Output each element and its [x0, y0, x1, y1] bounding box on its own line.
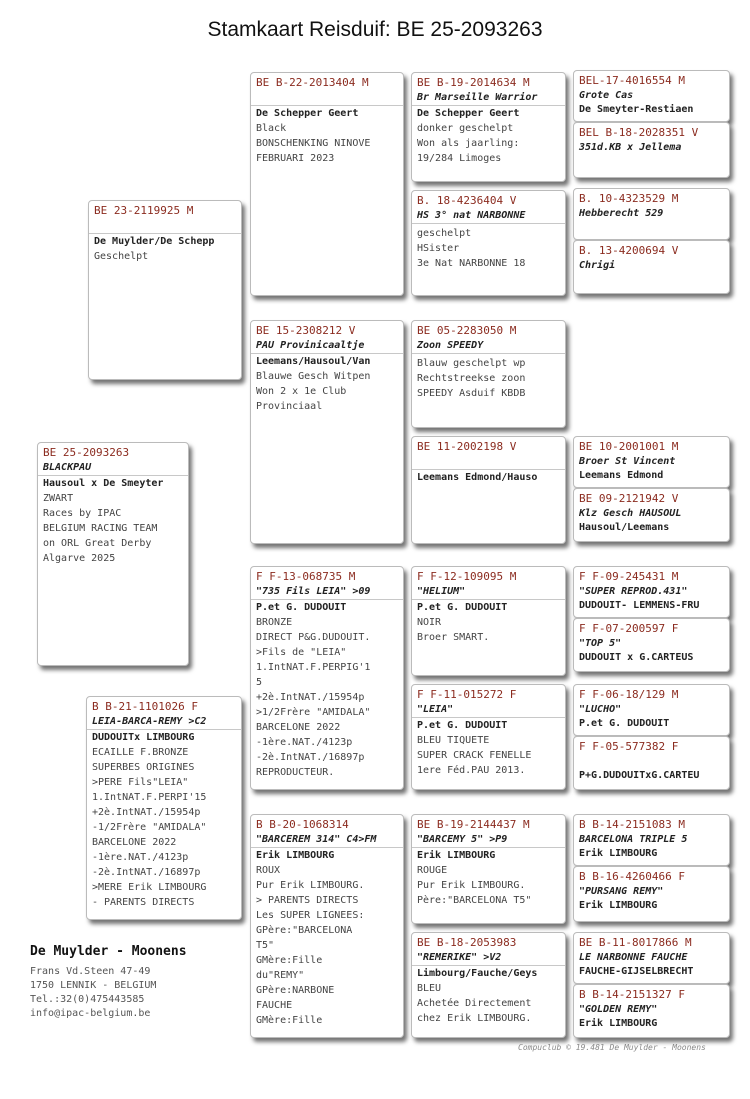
- breeder: Erik LIMBOURG: [256, 850, 335, 861]
- detail-line: BLEU TIQUETE: [417, 735, 490, 746]
- detail-line: FAUCHE: [256, 1000, 293, 1011]
- pigeon-card-ddd: [411, 932, 566, 1038]
- detail-line: Blauw geschelpt wp: [417, 358, 526, 369]
- pigeon-name: Chrigi: [579, 260, 616, 271]
- breeder: DUDOUITx LIMBOURG: [92, 732, 195, 743]
- pigeon-card-dss: [411, 566, 566, 676]
- detail-line: GMère:Fille: [256, 1015, 323, 1026]
- divider: [412, 223, 565, 224]
- pigeon-name: "735 Fils LEIA" >09: [256, 586, 371, 597]
- ring-number: BE B-22-2013404 M: [256, 76, 369, 89]
- detail-line: Won als jaarling:: [417, 138, 520, 149]
- pigeon-name: "TOP 5": [579, 638, 622, 649]
- ring-number: B B-16-4260466 F: [579, 870, 685, 883]
- breeder: Hausoul/Leemans: [579, 522, 670, 533]
- detail-line: Achetée Directement: [417, 998, 532, 1009]
- ring-number: B. 18-4236404 V: [417, 194, 517, 207]
- ring-number: B. 10-4323529 M: [579, 192, 679, 205]
- owner-address: Frans Vd.Steen 47-49: [30, 966, 151, 977]
- detail-line: >1/2Frère "AMIDALA": [256, 707, 371, 718]
- pigeon-card-gg5: [573, 436, 730, 488]
- pigeon-name: "HELIUM": [417, 586, 466, 597]
- pigeon-card-gg4: [573, 240, 730, 294]
- detail-line: -1ère.NAT./4123p: [256, 737, 353, 748]
- detail-line: - PARENTS DIRECTS: [92, 897, 195, 908]
- detail-line: 5: [256, 677, 263, 688]
- details: [412, 226, 565, 271]
- owner-phone: Tel.:32(0)475443585: [30, 994, 145, 1005]
- pigeon-name: [412, 455, 565, 469]
- ring-number: B B-20-1068314: [256, 818, 349, 831]
- detail-line: Pur Erik LIMBOURG.: [256, 880, 365, 891]
- detail-line: Rechtstreekse zoon: [417, 373, 526, 384]
- pigeon-name: "PURSANG REMY": [579, 886, 664, 897]
- owner-city: 1750 LENNIK - BELGIUM: [30, 980, 157, 991]
- pigeon-name: "LUCHO": [579, 704, 622, 715]
- ring-number: F F-12-109095 M: [417, 570, 517, 583]
- details: [251, 863, 403, 1028]
- detail-line: ECAILLE F.BRONZE: [92, 747, 189, 758]
- pigeon-name: Br Marseille Warrior: [417, 92, 538, 103]
- divider: [251, 353, 403, 354]
- detail-line: -1/2Frère "AMIDALA": [92, 822, 207, 833]
- details: [412, 356, 565, 401]
- detail-line: +2è.IntNAT./15954p: [92, 807, 201, 818]
- detail-line: BARCELONE 2022: [92, 837, 177, 848]
- detail-line: > PARENTS DIRECTS: [256, 895, 359, 906]
- pigeon-card-gg1: [573, 70, 730, 122]
- breeder: DUDOUIT x G.CARTEUS: [579, 652, 694, 663]
- breeder: Erik LIMBOURG: [579, 848, 658, 859]
- breeder: FAUCHE-GIJSELBRECHT: [579, 966, 694, 977]
- detail-line: GPère:NARBONE: [256, 985, 335, 996]
- detail-line: chez Erik LIMBOURG.: [417, 1013, 532, 1024]
- ring-number: F F-11-015272 F: [417, 688, 517, 701]
- detail-line: Black: [256, 123, 287, 134]
- breeder: De Muylder/De Schepp: [94, 236, 215, 247]
- detail-line: on ORL Great Derby: [43, 538, 152, 549]
- pigeon-name: "REMERIKE" >V2: [417, 952, 502, 963]
- ring-number: BEL-17-4016554 M: [579, 74, 685, 87]
- detail-line: SUPERBES ORIGINES: [92, 762, 195, 773]
- breeder: P.et G. DUDOUIT: [417, 602, 508, 613]
- details: [38, 491, 188, 566]
- detail-line: donker geschelpt: [417, 123, 514, 134]
- pigeon-name: LE NARBONNE FAUCHE: [579, 952, 688, 963]
- details: [251, 369, 403, 414]
- ring-number: BE 25-2093263: [43, 446, 130, 459]
- detail-line: FEBRUARI 2023: [256, 153, 335, 164]
- pigeon-name: Klz Gesch HAUSOUL: [579, 508, 682, 519]
- breeder: DUDOUIT- LEMMENS-FRU: [579, 600, 700, 611]
- pigeon-card-ssd: [411, 190, 566, 296]
- breeder: Hausoul x De Smeyter: [43, 478, 164, 489]
- pigeon-name: Zoon SPEEDY: [417, 340, 484, 351]
- owner-email: info@ipac-belgium.be: [30, 1008, 151, 1019]
- detail-line: ROUGE: [417, 865, 448, 876]
- pigeon-name: HS 3° nat NARBONNE: [417, 210, 526, 221]
- pigeon-card-gg10: [573, 736, 730, 790]
- detail-line: 1.IntNAT.F.PERPI'15: [92, 792, 207, 803]
- divider: [412, 105, 565, 106]
- pigeon-name: LEIA-BARCA-REMY >C2: [92, 716, 207, 727]
- detail-line: Pur Erik LIMBOURG.: [417, 880, 526, 891]
- pigeon-card-dds: [411, 814, 566, 924]
- divider: [412, 717, 565, 718]
- pigeon-card-dam-sire: [250, 566, 404, 790]
- divider: [251, 847, 403, 848]
- ring-number: F F-06-18/129 M: [579, 688, 679, 701]
- details: [87, 745, 241, 910]
- pigeon-card-sire-sire: [250, 72, 404, 296]
- breeder: Leemans/Hausoul/Van: [256, 356, 371, 367]
- breeder: Leemans Edmond/Hauso: [417, 472, 538, 483]
- breeder: P.et G. DUDOUIT: [256, 602, 347, 613]
- details: [251, 121, 403, 166]
- detail-line: Provinciaal: [256, 401, 323, 412]
- detail-line: 1.IntNAT.F.PERPIG'1: [256, 662, 371, 673]
- ring-number: BE 23-2119925 M: [94, 204, 194, 217]
- details: [412, 733, 565, 778]
- pigeon-name: BARCELONA TRIPLE 5: [579, 834, 688, 845]
- divider: [87, 729, 241, 730]
- detail-line: Geschelpt: [94, 251, 149, 262]
- pigeon-name: "SUPER REPROD.431": [579, 586, 688, 597]
- breeder: Erik LIMBOURG: [579, 1018, 658, 1029]
- divider: [89, 233, 241, 234]
- ring-number: BE B-19-2144437 M: [417, 818, 530, 831]
- ring-number: F F-05-577382 F: [579, 740, 679, 753]
- detail-line: >PERE Fils"LEIA": [92, 777, 189, 788]
- ring-number: BE B-18-2053983: [417, 936, 517, 949]
- breeder: De Schepper Geert: [256, 108, 359, 119]
- ring-number: F F-07-200597 F: [579, 622, 679, 635]
- details: [412, 615, 565, 645]
- detail-line: Won 2 x 1e Club: [256, 386, 347, 397]
- pigeon-card-gg8: [573, 618, 730, 672]
- detail-line: >Fils de "LEIA": [256, 647, 347, 658]
- pigeon-name: [574, 755, 729, 769]
- detail-line: GMère:Fille: [256, 955, 323, 966]
- detail-line: du"REMY": [256, 970, 305, 981]
- pigeon-name: PAU Provinicaaltje: [256, 340, 365, 351]
- detail-line: HSister: [417, 243, 460, 254]
- detail-line: Algarve 2025: [43, 553, 116, 564]
- detail-line: 1ere Féd.PAU 2013.: [417, 765, 526, 776]
- breeder: Leemans Edmond: [579, 470, 664, 481]
- pigeon-card-dam-dam: [250, 814, 404, 1038]
- breeder: P+G.DUDOUITxG.CARTEU: [579, 770, 700, 781]
- detail-line: GPère:"BARCELONA: [256, 925, 353, 936]
- detail-line: ZWART: [43, 493, 74, 504]
- ring-number: BE 11-2002198 V: [417, 440, 517, 453]
- pigeon-card-gg9: [573, 684, 730, 736]
- pigeon-name: "LEIA": [417, 704, 454, 715]
- pigeon-card-gg13: [573, 932, 730, 984]
- pigeon-name: BLACKPAU: [43, 462, 92, 473]
- ring-number: F F-09-245431 M: [579, 570, 679, 583]
- ring-number: B. 13-4200694 V: [579, 244, 679, 257]
- detail-line: geschelpt: [417, 228, 472, 239]
- detail-line: -2è.IntNAT./16897p: [92, 867, 201, 878]
- detail-line: Père:"BARCELONA T5": [417, 895, 532, 906]
- owner-name: De Muylder - Moonens: [30, 944, 187, 959]
- detail-line: DIRECT P&G.DUDOUIT.: [256, 632, 371, 643]
- pigeon-name: "GOLDEN REMY": [579, 1004, 658, 1015]
- divider: [412, 353, 565, 354]
- ring-number: B B-14-2151083 M: [579, 818, 685, 831]
- ring-number: BE B-19-2014634 M: [417, 76, 530, 89]
- details: [251, 615, 403, 780]
- detail-line: BELGIUM RACING TEAM: [43, 523, 158, 534]
- owner-info: [30, 944, 245, 1021]
- pigeon-name: Broer St Vincent: [579, 456, 676, 467]
- detail-line: >MERE Erik LIMBOURG: [92, 882, 207, 893]
- detail-line: ROUX: [256, 865, 281, 876]
- detail-line: Les SUPER LIGNEES:: [256, 910, 365, 921]
- pigeon-card-dsd: [411, 684, 566, 790]
- detail-line: BRONZE: [256, 617, 293, 628]
- pigeon-card-gg2: [573, 122, 730, 178]
- pigeon-card-gg12: [573, 866, 730, 922]
- divider: [412, 469, 565, 470]
- ring-number: BE B-11-8017866 M: [579, 936, 692, 949]
- detail-line: 19/284 Limoges: [417, 153, 502, 164]
- detail-line: NOIR: [417, 617, 442, 628]
- detail-line: SPEEDY Asduif KBDB: [417, 388, 526, 399]
- detail-line: +2è.IntNAT./15954p: [256, 692, 365, 703]
- detail-line: BARCELONE 2022: [256, 722, 341, 733]
- ring-number: B B-14-2151327 F: [579, 988, 685, 1001]
- detail-line: BLEU: [417, 983, 442, 994]
- detail-line: -2è.IntNAT./16897p: [256, 752, 365, 763]
- breeder: Erik LIMBOURG: [579, 900, 658, 911]
- ring-number: B B-21-1101026 F: [92, 700, 198, 713]
- divider: [412, 847, 565, 848]
- detail-line: REPRODUCTEUR.: [256, 767, 335, 778]
- detail-line: Broer SMART.: [417, 632, 490, 643]
- detail-line: BONSCHENKING NINOVE: [256, 138, 371, 149]
- details: [89, 249, 241, 264]
- page-title: Stamkaart Reisduif: BE 25-2093263: [207, 18, 543, 41]
- ring-number: BEL B-18-2028351 V: [579, 126, 699, 139]
- detail-line: SUPER CRACK FENELLE: [417, 750, 532, 761]
- ring-number: BE 15-2308212 V: [256, 324, 356, 337]
- breeder: De Smeyter-Restiaen: [579, 104, 694, 115]
- footer-credit: Compuclub © 19.481 De Muylder - Moonens: [518, 1043, 706, 1052]
- pigeon-card-gg3: [573, 188, 730, 240]
- breeder: De Schepper Geert: [417, 108, 520, 119]
- pigeon-card-sire: [88, 200, 242, 380]
- divider: [412, 599, 565, 600]
- ring-number: BE 10-2001001 M: [579, 440, 679, 453]
- pigeon-card-subject: [37, 442, 189, 666]
- ring-number: BE 09-2121942 V: [579, 492, 679, 505]
- breeder: Erik LIMBOURG: [417, 850, 496, 861]
- detail-line: -1ère.NAT./4123p: [92, 852, 189, 863]
- detail-line: 3e Nat NARBONNE 18: [417, 258, 526, 269]
- pigeon-name: [89, 219, 241, 233]
- detail-line: Races by IPAC: [43, 508, 122, 519]
- pigeon-card-gg14: [573, 984, 730, 1038]
- pigeon-name: [251, 91, 403, 105]
- pigeon-card-sds: [411, 320, 566, 428]
- breeder: P.et G. DUDOUIT: [579, 718, 670, 729]
- pigeon-card-dam: [86, 696, 242, 920]
- pigeon-name: "BARCEREM 314" C4>FM: [256, 834, 377, 845]
- pigeon-name: "BARCEMY 5" >P9: [417, 834, 508, 845]
- divider: [251, 105, 403, 106]
- pigeon-card-gg7: [573, 566, 730, 618]
- pigeon-card-sire-dam: [250, 320, 404, 544]
- pigeon-name: 351d.KB x Jellema: [579, 142, 682, 153]
- divider: [38, 475, 188, 476]
- pigeon-card-gg11: [573, 814, 730, 866]
- ring-number: BE 05-2283050 M: [417, 324, 517, 337]
- ring-number: F F-13-068735 M: [256, 570, 356, 583]
- divider: [412, 965, 565, 966]
- detail-line: Blauwe Gesch Witpen: [256, 371, 371, 382]
- pigeon-name: Hebberecht 529: [579, 208, 664, 219]
- breeder: P.et G. DUDOUIT: [417, 720, 508, 731]
- pigeon-card-gg6: [573, 488, 730, 542]
- detail-line: T5": [256, 940, 275, 951]
- divider: [251, 599, 403, 600]
- breeder: Limbourg/Fauche/Geys: [417, 968, 538, 979]
- details: [412, 863, 565, 908]
- details: [412, 981, 565, 1026]
- details: [412, 121, 565, 166]
- pigeon-name: Grote Cas: [579, 90, 634, 101]
- pigeon-card-sss: [411, 72, 566, 182]
- pigeon-card-sdd: [411, 436, 566, 544]
